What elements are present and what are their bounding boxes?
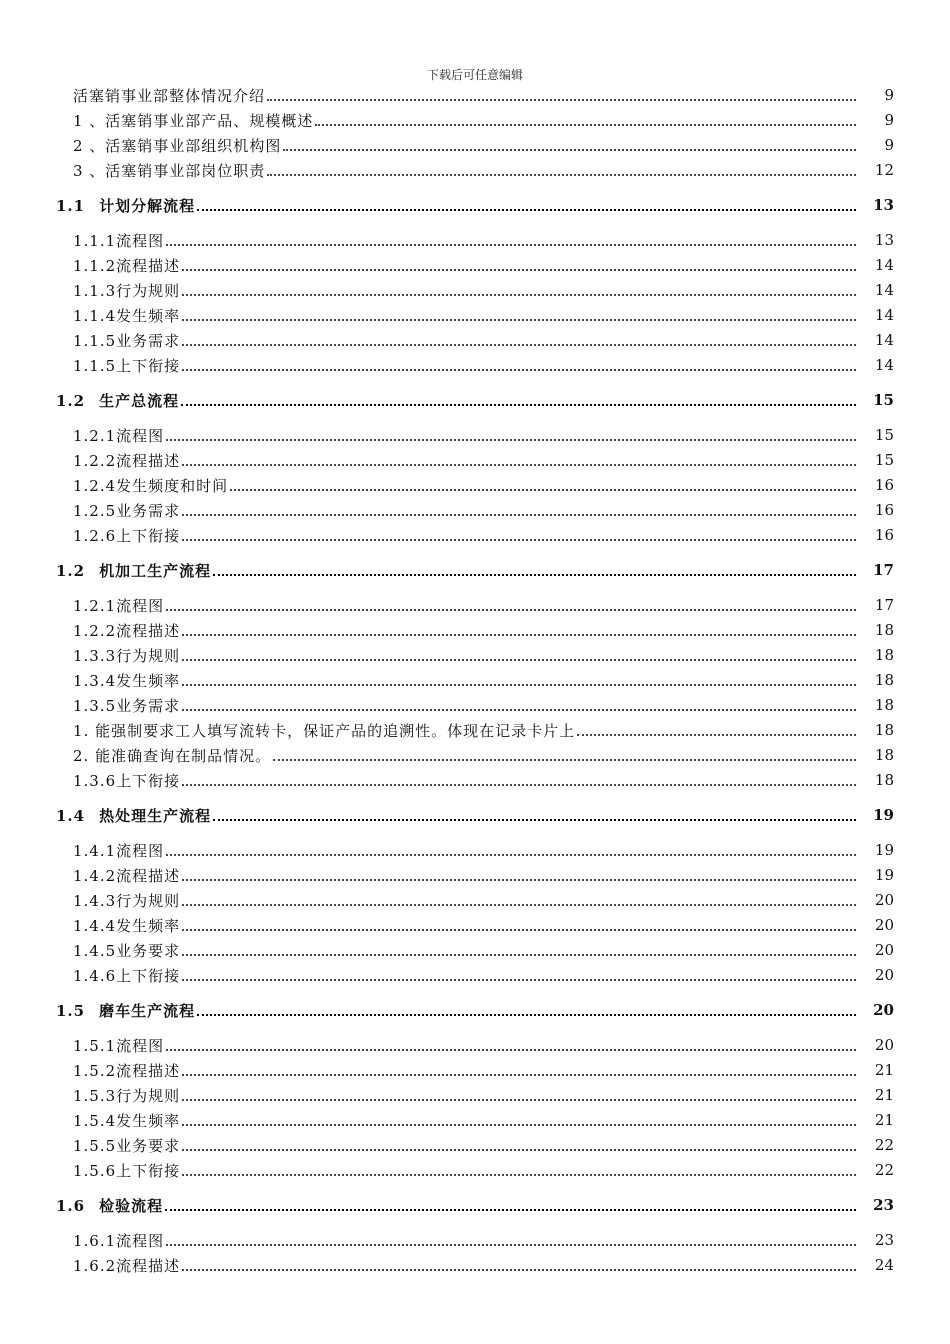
toc-title: 1.2.4发生频度和时间 — [73, 476, 229, 495]
toc-label — [56, 390, 179, 411]
toc-entry[interactable] — [73, 1253, 894, 1277]
toc-leader-dots — [182, 709, 856, 711]
toc-entry[interactable] — [73, 693, 894, 717]
toc-page-number: 18 — [874, 721, 894, 739]
toc-entry[interactable] — [73, 768, 894, 792]
toc-page-number: 23 — [873, 1196, 894, 1214]
toc-leader-dots — [283, 149, 856, 151]
toc-label — [73, 1110, 180, 1131]
toc-section-number: 1.6 — [56, 1196, 86, 1215]
toc-leader-dots — [182, 929, 856, 931]
toc-title: 1.3.5业务需求 — [73, 696, 181, 715]
toc-page-number: 20 — [873, 1001, 894, 1019]
toc-leader-dots — [182, 954, 856, 956]
toc-title: 1.5.5业务要求 — [73, 1136, 181, 1155]
toc-label — [73, 1230, 164, 1251]
toc-leader-dots — [182, 879, 856, 881]
toc-leader-dots — [273, 759, 856, 761]
toc-entry[interactable] — [73, 353, 894, 377]
toc-page-number: 14 — [874, 331, 894, 349]
toc-entry[interactable] — [73, 328, 894, 352]
toc-label — [73, 280, 180, 301]
toc-label — [73, 695, 180, 716]
toc-leader-dots — [267, 174, 856, 176]
toc-title: 生产总流程 — [99, 391, 180, 410]
toc-entry[interactable] — [73, 963, 894, 987]
toc-page-number: 20 — [874, 941, 894, 959]
toc-entry[interactable] — [73, 158, 894, 182]
toc-entry[interactable] — [73, 1108, 894, 1132]
toc-entry[interactable] — [73, 668, 894, 692]
toc-label — [73, 620, 180, 641]
toc-label — [73, 450, 180, 471]
toc-entry[interactable] — [73, 523, 894, 547]
toc-page-number: 18 — [874, 671, 894, 689]
toc-page-number: 20 — [874, 1036, 894, 1054]
toc-leader-dots — [182, 659, 856, 661]
toc-entry[interactable] — [73, 1083, 894, 1107]
toc-leader-dots — [182, 634, 856, 636]
toc-label — [73, 110, 313, 131]
toc-label — [73, 1135, 180, 1156]
toc-title: 3 、活塞销事业部岗位职责 — [73, 161, 266, 180]
toc-entry[interactable] — [73, 278, 894, 302]
toc-label — [73, 1085, 180, 1106]
toc-page-number: 16 — [874, 526, 894, 544]
toc-label — [56, 1195, 163, 1216]
toc-entry[interactable] — [73, 108, 894, 132]
toc-entry[interactable] — [73, 593, 894, 617]
toc-leader-dots — [182, 784, 856, 786]
toc-heading[interactable] — [56, 388, 894, 412]
toc-title: 1.4.6上下衔接 — [73, 966, 181, 985]
toc-label — [73, 475, 228, 496]
toc-entry[interactable] — [73, 228, 894, 252]
toc-page-number: 14 — [874, 281, 894, 299]
toc-page-number: 20 — [874, 916, 894, 934]
toc-page-number: 9 — [884, 86, 894, 104]
toc-title: 1.4.2流程描述 — [73, 866, 181, 885]
toc-page-number: 21 — [874, 1086, 894, 1104]
toc-entry[interactable] — [73, 133, 894, 157]
toc-section-number: 1.2 — [56, 561, 86, 580]
toc-title: 1.6.2流程描述 — [73, 1256, 181, 1275]
toc-page-number: 9 — [884, 111, 894, 129]
toc-page-number: 18 — [874, 646, 894, 664]
toc-title: 1.1.3行为规则 — [73, 281, 181, 300]
toc-page-number: 21 — [874, 1061, 894, 1079]
toc-entry[interactable] — [73, 448, 894, 472]
toc-title: 1.3.4发生频率 — [73, 671, 181, 690]
toc-title: 计划分解流程 — [99, 196, 196, 215]
toc-leader-dots — [166, 854, 856, 856]
toc-page-number: 14 — [874, 256, 894, 274]
toc-title: 1.2.2流程描述 — [73, 451, 181, 470]
toc-entry[interactable] — [73, 888, 894, 912]
toc-page-number: 14 — [874, 356, 894, 374]
toc-label — [73, 425, 164, 446]
toc-label — [73, 255, 180, 276]
toc-page-number: 19 — [874, 866, 894, 884]
toc-entry[interactable] — [73, 643, 894, 667]
toc-heading[interactable] — [56, 193, 894, 217]
toc-entry[interactable] — [73, 913, 894, 937]
toc-leader-dots — [165, 1209, 856, 1211]
toc-leader-dots — [182, 464, 856, 466]
toc-page-number: 12 — [874, 161, 894, 179]
toc-title: 1.2.2流程描述 — [73, 621, 181, 640]
toc-title: 1.3.3行为规则 — [73, 646, 181, 665]
toc-title: 1.5.4发生频率 — [73, 1111, 181, 1130]
toc-leader-dots — [166, 1049, 856, 1051]
toc-entry[interactable] — [73, 718, 894, 742]
toc-title: 1.4.4发生频率 — [73, 916, 181, 935]
toc-page-number: 15 — [874, 426, 894, 444]
toc-page-number: 16 — [874, 501, 894, 519]
toc-title: 检验流程 — [99, 1196, 164, 1215]
toc-page-number: 18 — [874, 621, 894, 639]
toc-label — [73, 230, 164, 251]
toc-title: 1.2.1流程图 — [73, 426, 165, 445]
toc-label — [73, 940, 180, 961]
toc-entry[interactable] — [73, 498, 894, 522]
toc-leader-dots — [182, 514, 856, 516]
toc-title: 2. 能准确查询在制品情况。 — [73, 746, 272, 765]
toc-page-number: 23 — [874, 1231, 894, 1249]
toc-leader-dots — [166, 1244, 856, 1246]
toc-leader-dots — [182, 1174, 856, 1176]
toc-entry[interactable] — [73, 863, 894, 887]
toc-page-number: 22 — [874, 1136, 894, 1154]
toc-title: 1.2.5业务需求 — [73, 501, 181, 520]
toc-entry[interactable] — [73, 83, 894, 107]
toc-page-number: 13 — [873, 196, 894, 214]
toc-leader-dots — [166, 244, 856, 246]
toc-page-number: 17 — [874, 596, 894, 614]
toc-leader-dots — [166, 609, 856, 611]
toc-label — [73, 1255, 180, 1276]
toc-label — [73, 890, 180, 911]
toc-title: 1.4.3行为规则 — [73, 891, 181, 910]
toc-entry[interactable] — [73, 1058, 894, 1082]
toc-entry[interactable] — [73, 253, 894, 277]
toc-heading[interactable] — [56, 998, 894, 1022]
toc-leader-dots — [182, 539, 856, 541]
toc-label — [73, 770, 180, 791]
toc-label — [73, 745, 271, 766]
toc-label — [73, 720, 575, 741]
toc-page-number: 20 — [874, 891, 894, 909]
toc-leader-dots — [213, 819, 856, 821]
toc-entry[interactable] — [73, 1033, 894, 1057]
toc-section-number: 1.2 — [56, 391, 86, 410]
toc-leader-dots — [182, 904, 856, 906]
page-header: 下载后可任意编辑 — [426, 68, 523, 82]
toc-page-number: 17 — [873, 561, 894, 579]
toc-page-number: 20 — [874, 966, 894, 984]
toc-page-number: 18 — [874, 771, 894, 789]
toc-label — [73, 305, 180, 326]
toc-page-number: 15 — [874, 451, 894, 469]
toc-label — [56, 1000, 195, 1021]
toc-label — [73, 1035, 164, 1056]
toc-title: 2 、活塞销事业部组织机构图 — [73, 136, 282, 155]
toc-entry[interactable] — [73, 938, 894, 962]
toc-page-number: 14 — [874, 306, 894, 324]
toc-page-number: 24 — [874, 1256, 894, 1274]
toc-title: 机加工生产流程 — [99, 561, 212, 580]
toc-page-number: 18 — [874, 696, 894, 714]
toc-leader-dots — [182, 344, 856, 346]
toc-page-number: 19 — [873, 806, 894, 824]
toc-page-number: 18 — [874, 746, 894, 764]
toc-section-number: 1.1 — [56, 196, 86, 215]
toc-label — [73, 525, 180, 546]
toc-title: 1.1.5上下衔接 — [73, 356, 181, 375]
toc-leader-dots — [182, 684, 856, 686]
toc-leader-dots — [166, 439, 856, 441]
toc-leader-dots — [182, 319, 856, 321]
toc-title: 1 、活塞销事业部产品、规模概述 — [73, 111, 314, 130]
toc-entry[interactable] — [73, 838, 894, 862]
toc-title: 1.1.4发生频率 — [73, 306, 181, 325]
toc-heading[interactable] — [56, 1193, 894, 1217]
toc-leader-dots — [197, 209, 856, 211]
toc-title: 1.5.1流程图 — [73, 1036, 165, 1055]
toc-label — [73, 840, 164, 861]
toc-label — [56, 560, 211, 581]
toc-title: 1.5.6上下衔接 — [73, 1161, 181, 1180]
toc-label — [73, 1160, 180, 1181]
toc-heading[interactable] — [56, 803, 894, 827]
toc-leader-dots — [267, 99, 856, 101]
toc-leader-dots — [182, 369, 856, 371]
toc-title: 1.1.5业务需求 — [73, 331, 181, 350]
toc-page-number: 9 — [884, 136, 894, 154]
toc-page-number: 16 — [874, 476, 894, 494]
toc-label — [73, 160, 265, 181]
toc-title: 1.2.1流程图 — [73, 596, 165, 615]
toc-leader-dots — [182, 979, 856, 981]
toc-entry[interactable] — [73, 1158, 894, 1182]
toc-title: 1.4.5业务要求 — [73, 941, 181, 960]
toc-entry[interactable] — [73, 303, 894, 327]
toc-title: 1.5.3行为规则 — [73, 1086, 181, 1105]
toc-leader-dots — [182, 294, 856, 296]
toc-entry[interactable] — [73, 423, 894, 447]
toc-leader-dots — [315, 124, 856, 126]
toc-label — [73, 645, 180, 666]
toc-title: 热处理生产流程 — [99, 806, 212, 825]
toc-label — [73, 595, 164, 616]
toc-label — [73, 330, 180, 351]
toc-page-number: 21 — [874, 1111, 894, 1129]
toc-page-number: 15 — [873, 391, 894, 409]
toc-leader-dots — [213, 574, 856, 576]
toc-leader-dots — [182, 1074, 856, 1076]
toc-leader-dots — [182, 1124, 856, 1126]
toc-title: 1. 能强制要求工人填写流转卡，保证产品的追溯性。体现在记录卡片上 — [73, 721, 576, 740]
toc-entry[interactable] — [73, 473, 894, 497]
toc-leader-dots — [181, 404, 856, 406]
toc-label — [73, 355, 180, 376]
toc-leader-dots — [182, 1269, 856, 1271]
toc-heading[interactable] — [56, 558, 894, 582]
toc-section-number: 1.4 — [56, 806, 86, 825]
toc-title: 1.1.1流程图 — [73, 231, 165, 250]
toc-title: 1.2.6上下衔接 — [73, 526, 181, 545]
toc-label — [73, 915, 180, 936]
toc-leader-dots — [182, 269, 856, 271]
toc-leader-dots — [230, 489, 856, 491]
toc-title: 1.6.1流程图 — [73, 1231, 165, 1250]
toc-label — [73, 1060, 180, 1081]
toc-leader-dots — [197, 1014, 856, 1016]
toc-page-number: 19 — [874, 841, 894, 859]
toc-leader-dots — [182, 1099, 856, 1101]
toc-title: 活塞销事业部整体情况介绍 — [73, 86, 266, 105]
toc-title: 1.4.1流程图 — [73, 841, 165, 860]
toc-page-number: 22 — [874, 1161, 894, 1179]
toc-label — [73, 85, 265, 106]
toc-page-number: 13 — [874, 231, 894, 249]
toc-title: 1.5.2流程描述 — [73, 1061, 181, 1080]
toc-entry[interactable] — [73, 618, 894, 642]
toc-entry[interactable] — [73, 1228, 894, 1252]
toc-section-number: 1.5 — [56, 1001, 86, 1020]
toc-leader-dots — [182, 1149, 856, 1151]
toc-label — [56, 195, 195, 216]
toc-entry[interactable] — [73, 743, 894, 767]
toc-label — [56, 805, 211, 826]
toc-title: 1.1.2流程描述 — [73, 256, 181, 275]
toc-label — [73, 670, 180, 691]
toc-title: 1.3.6上下衔接 — [73, 771, 181, 790]
toc-label — [73, 965, 180, 986]
toc-leader-dots — [577, 734, 856, 736]
toc-entry[interactable] — [73, 1133, 894, 1157]
toc-title: 磨车生产流程 — [99, 1001, 196, 1020]
toc-label — [73, 865, 180, 886]
toc-label — [73, 135, 281, 156]
toc-label — [73, 500, 180, 521]
